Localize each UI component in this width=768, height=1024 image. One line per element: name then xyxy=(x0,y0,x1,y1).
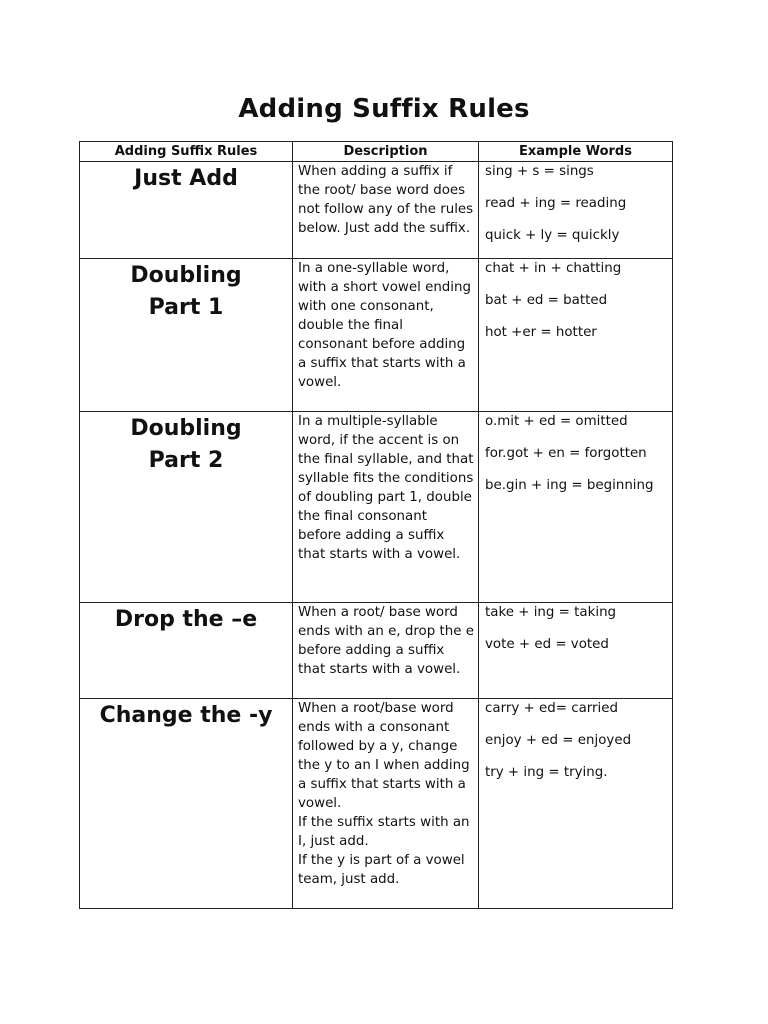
table-row xyxy=(80,259,673,412)
description-cell xyxy=(293,699,479,909)
table-row xyxy=(80,699,673,909)
rule-name: Doubling Part 1 xyxy=(130,263,242,320)
rule-name: Change the -y xyxy=(99,703,273,728)
rule-cell xyxy=(80,162,293,259)
example-word: enjoy + ed = enjoyed xyxy=(485,733,632,748)
column-header-examples: Example Words xyxy=(479,142,673,162)
rule-cell xyxy=(80,699,293,909)
examples-cell xyxy=(479,162,673,259)
example-word: be.gin + ing = beginning xyxy=(485,478,654,493)
rule-description: When adding a suffix if the root/ base word does not follow any of the rules below. Just add the suffix. xyxy=(298,164,474,236)
examples-cell xyxy=(479,699,673,909)
example-word: quick + ly = quickly xyxy=(485,228,620,243)
rule-cell xyxy=(80,259,293,412)
rule-cell xyxy=(80,603,293,699)
examples-cell xyxy=(479,412,673,603)
description-cell xyxy=(293,259,479,412)
rule-description: When a root/ base word ends with an e, drop the e before adding a suffix that starts with a vowel. xyxy=(298,605,474,677)
table-row xyxy=(80,603,673,699)
description-cell xyxy=(293,603,479,699)
example-word: vote + ed = voted xyxy=(485,637,609,652)
rule-description: In a multiple-syllable word, if the accent is on the final syllable, and that syllable fits the conditions of doubling part 1, double the final consonant before adding a suffix that starts with a vowel. xyxy=(298,414,474,562)
example-word: o.mit + ed = omitted xyxy=(485,414,628,429)
example-word: sing + s = sings xyxy=(485,164,594,179)
suffix-rules-table xyxy=(79,141,673,909)
rule-name: Doubling Part 2 xyxy=(130,416,242,473)
example-word: take + ing = taking xyxy=(485,605,617,620)
table-header-row xyxy=(80,142,673,162)
table-row xyxy=(80,162,673,259)
rule-name: Drop the –e xyxy=(114,607,258,632)
examples-cell xyxy=(479,603,673,699)
example-word: carry + ed= carried xyxy=(485,701,619,716)
example-word: for.got + en = forgotten xyxy=(485,446,647,461)
description-cell xyxy=(293,162,479,259)
rule-description: In a one-syllable word, with a short vowel ending with one consonant, double the final consonant before adding a suffix that starts with a vowel. xyxy=(298,261,472,390)
examples-cell xyxy=(479,259,673,412)
description-cell xyxy=(293,412,479,603)
table-row xyxy=(80,412,673,603)
rule-cell xyxy=(80,412,293,603)
example-word: bat + ed = batted xyxy=(485,293,608,308)
column-header-rule: Adding Suffix Rules xyxy=(80,142,293,162)
page-title: Adding Suffix Rules xyxy=(238,94,530,124)
column-header-description: Description xyxy=(293,142,479,162)
example-word: try + ing = trying. xyxy=(485,765,608,780)
example-word: hot +er = hotter xyxy=(485,325,597,340)
example-word: read + ing = reading xyxy=(485,196,627,211)
rule-name: Just Add xyxy=(134,166,238,191)
rule-description: When a root/base word ends with a consonant followed by a y, change the y to an I when adding a suffix that starts with a vowel. If the suffix starts with an I, just add. If the y is part of a vowel team, just add. xyxy=(298,701,470,887)
example-word: chat + in + chatting xyxy=(485,261,622,276)
